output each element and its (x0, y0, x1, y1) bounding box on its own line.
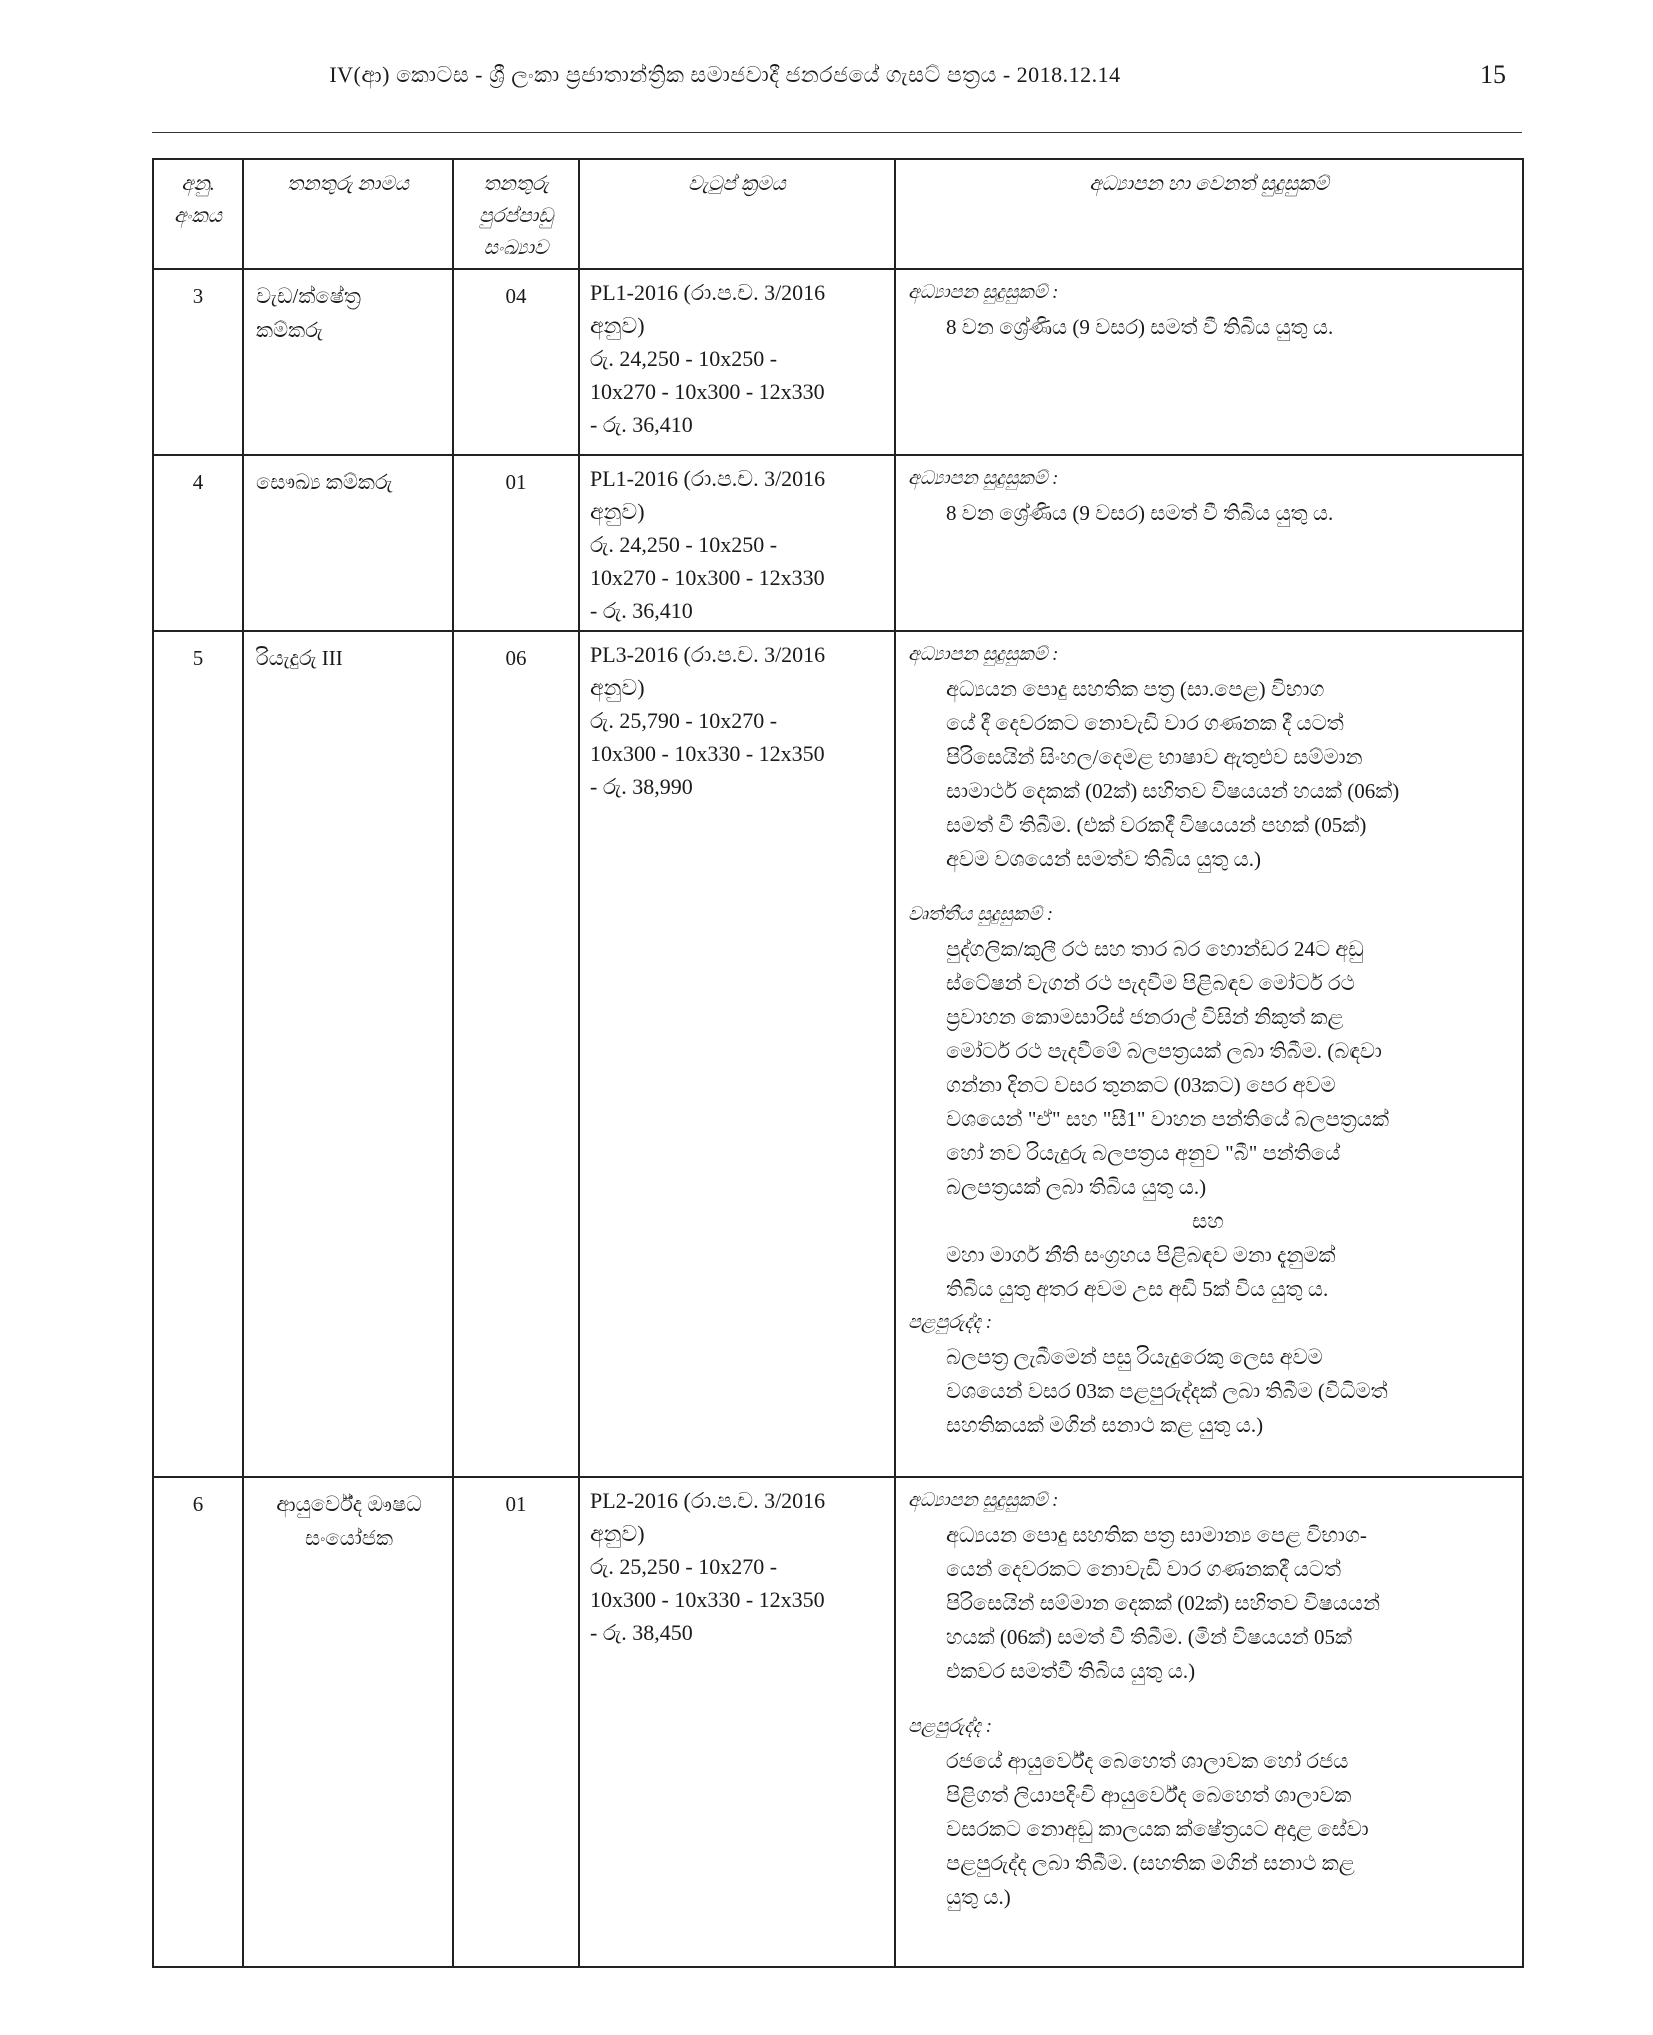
column-header-vacancies: තනතුරු පුරප්පාඩු සංඛ්‍යාව (453, 159, 579, 269)
section-spacer (908, 876, 1508, 898)
salary-scale-line: අනුව) (590, 499, 645, 524)
qualification-heading: අධ්‍යාපන සුදුසුකම් : (908, 468, 1059, 489)
qualification-heading: අධ්‍යාපන සුදුසුකම් : (908, 1490, 1059, 1511)
qualification-line: පුද්ගලික/කුලී රථ සහ තාර බර හොන්ඩර 24ට අඩු (946, 937, 1364, 961)
qualification-line: හෝ නව රියැදුරු බලපත්‍රය අනුව "බී" පන්තියේ (946, 1141, 1341, 1165)
qualification-heading: වෘත්තීය සුදුසුකම් : (908, 904, 1054, 925)
qualification-line: සමත් වී තිබීම. (එක් වරකදී විෂයයන් පහක් (05ක්) (946, 813, 1367, 837)
post-name (243, 269, 453, 455)
post-name (243, 631, 453, 1477)
vacancy-count: 04 (453, 269, 579, 455)
salary-scale-line: අනුව) (590, 1521, 645, 1546)
qualification-line: වශයෙන් වසර 03ක පළපුරුද්දක් ලබා තිබීම (විධිමත් (946, 1379, 1388, 1403)
salary-scale-line: අනුව) (590, 313, 645, 338)
conjunction-text: සහ (1192, 1209, 1224, 1233)
qualification-line: බලපත්‍රයක් ලබා තිබිය යුතු ය.) (946, 1175, 1207, 1199)
salary-scale-line: - රු. 36,410 (590, 598, 693, 623)
salary-scale-line: 10x300 - 10x330 - 12x350 (590, 1587, 825, 1612)
salary-scale (579, 269, 895, 455)
qualifications (895, 455, 1523, 631)
salary-scale (579, 631, 895, 1477)
table-row (153, 631, 1523, 1477)
qualification-line: ස්ටේෂන් වැගන් රථ පැදවීම පිළිබඳව මෝටර් රථ (946, 971, 1355, 995)
salary-scale (579, 455, 895, 631)
qualification-line: තිබිය යුතු අතර අවම උස අඩි 5ක් විය යුතු ය. (946, 1277, 1329, 1301)
salary-scale-line: රු. 25,790 - 10x270 - (590, 708, 778, 733)
post-name-line: කම්කරු (256, 317, 323, 342)
salary-scale-line: අනුව) (590, 675, 645, 700)
qualification-heading: පළපුරුද්ද : (908, 1312, 993, 1333)
table-row (153, 455, 1523, 631)
qualification-heading: පළපුරුද්ද : (908, 1716, 993, 1737)
qualification-line: පළපුරුද්ද ලබා තිබීම. (සහතික මගින් සනාථ කළ (946, 1851, 1355, 1875)
salary-scale-line: PL1-2016 (රා.ප.ච. 3/2016 (590, 466, 826, 491)
qualifications (895, 631, 1523, 1477)
qualification-line: 8 වන ශ්‍රේණිය (9 වසර) සමත් වී තිබිය යුතු ය. (946, 315, 1334, 339)
salary-scale-line: - රු. 38,990 (590, 774, 693, 799)
vacancy-count: 01 (453, 1477, 579, 1967)
salary-scale-line: 10x270 - 10x300 - 12x330 (590, 565, 825, 590)
header-title: IV(ආ) කොටස - ශ්‍රී ලංකා ප්‍රජාතාන්ත්‍රික සමාජවාදී ජනරජයේ ගැසට් පත්‍රය - 2018.12.14 (329, 62, 1121, 87)
qualification-line: ගන්නා දිනට වසර තුනකට (03කට) පෙර අවම (946, 1073, 1336, 1097)
qualification-line: ප්‍රවාහන කොමසාරිස් ජනරාල් විසින් නිකුත් කළ (946, 1005, 1344, 1029)
salary-scale-line: - රු. 38,450 (590, 1620, 693, 1645)
vacancy-count: 01 (453, 455, 579, 631)
row-number: 6 (153, 1477, 243, 1967)
salary-scale-line: 10x270 - 10x300 - 12x330 (590, 379, 825, 404)
salary-scale-line: PL2-2016 (රා.ප.ච. 3/2016 (590, 1488, 826, 1513)
post-name-line: සංයෝජක (304, 1525, 393, 1550)
qualification-line: අධ්‍යයන පොදු සහතික පත්‍ර සාමාන්‍ය පෙළ විභාග- (946, 1523, 1367, 1547)
post-name-line: සෞඛ්‍ය කම්කරු (256, 470, 393, 494)
table-row (153, 1477, 1523, 1967)
qualification-line: යෙන් දෙවරකට නොවැඩි වාර ගණනකදී යටත් (946, 1557, 1342, 1581)
qualification-line: යුතු ය.) (946, 1885, 1011, 1909)
salary-scale-line: - රු. 36,410 (590, 412, 693, 437)
column-header-qualifications: අධ්‍යාපන හා වෙනත් සුදුසුකම් (895, 159, 1523, 269)
post-name (243, 1477, 453, 1967)
salary-scale-line: රු. 25,250 - 10x270 - (590, 1554, 778, 1579)
qualification-line: වශයෙන් "ඒ" සහ "සී1" වාහන පන්තියේ බලපත්‍රයක් (946, 1107, 1390, 1131)
post-name-line: ආයුර්වේද ඖෂධ (276, 1492, 422, 1516)
column-header-post-name: තනතුරු නාමය (243, 159, 453, 269)
qualification-line: 8 වන ශ්‍රේණිය (9 වසර) සමත් වී තිබිය යුතු ය. (946, 501, 1334, 525)
table-header-row (153, 159, 1523, 269)
section-spacer (908, 1688, 1508, 1710)
column-header-number: අනු. අංකය (153, 159, 243, 269)
qualification-line: සහතිකයක් මගින් සනාථ කළ යුතු ය.) (946, 1413, 1264, 1437)
qualification-line: මෝටර් රථ පැදවීමේ බලපත්‍රයක් ලබා තිබීම. (බඳවා (946, 1039, 1382, 1063)
qualification-heading: අධ්‍යාපන සුදුසුකම් : (908, 644, 1059, 665)
salary-scale-line: රු. 24,250 - 10x250 - (590, 532, 778, 557)
qualification-line: යේ දී දෙවරකට නොවැඩි වාර ගණනක දී යටත් (946, 711, 1344, 735)
vacancy-table (152, 158, 1524, 1968)
qualification-line: මහා මාර්ග නීති සංග්‍රහය පිළිබඳව මනා දැනුමක් (946, 1243, 1336, 1267)
column-header-salary-scale: වැටුප් ක්‍රමය (579, 159, 895, 269)
post-name-line: වැඩ/ක්ෂේත්‍ර (256, 284, 361, 308)
post-name (243, 455, 453, 631)
qualification-line: වසරකට නොඅඩු කාලයක ක්ෂේත්‍රයට අදාළ සේවා (946, 1817, 1369, 1841)
post-name-line: රියැදුරු III (256, 646, 343, 670)
header-rule (152, 132, 1522, 133)
qualification-line: පිළිගත් ලියාපදිංචි ආයුර්වේද බෙහෙත් ශාලාවක (946, 1783, 1352, 1807)
salary-scale-line: PL1-2016 (රා.ප.ච. 3/2016 (590, 280, 826, 305)
salary-scale-line: 10x300 - 10x330 - 12x350 (590, 741, 825, 766)
qualification-line: හයක් (06ක්) සමත් වී තිබීම. (මින් විෂයයන් 05ක් (946, 1625, 1352, 1649)
salary-scale-line: රු. 24,250 - 10x250 - (590, 346, 778, 371)
qualification-line: එකවර සමත්වී තිබිය යුතු ය.) (946, 1659, 1196, 1683)
salary-scale (579, 1477, 895, 1967)
qualification-line: බලපත්‍ර ලැබීමෙන් පසු රියැදුරෙකු ලෙස අවම (946, 1345, 1323, 1369)
salary-scale-line: PL3-2016 (රා.ප.ච. 3/2016 (590, 642, 826, 667)
qualification-line: අධ්‍යයන පොදු සහතික පත්‍ර (සා.පෙළ) විභාග (946, 677, 1325, 701)
page-number: 15 (1480, 60, 1506, 89)
table-row (153, 269, 1523, 455)
qualification-line: පිරිසෙයින් සිංහල/දෙමළ භාෂාව ඇතුළුව සම්මාන (946, 745, 1363, 769)
row-number: 3 (153, 269, 243, 455)
qualifications (895, 269, 1523, 455)
vacancy-count: 06 (453, 631, 579, 1477)
qualification-line: රජයේ ආයුර්වේද බෙහෙත් ශාලාවක හෝ රජය (946, 1749, 1349, 1773)
row-number: 5 (153, 631, 243, 1477)
qualifications (895, 1477, 1523, 1967)
qualification-line: අවම වශයෙන් සමත්ව තිබිය යුතු ය.) (946, 847, 1261, 871)
qualification-line: පිරිසෙයින් සම්මාන දෙකක් (02ක්) සහිතව විෂයයන් (946, 1591, 1381, 1615)
row-number: 4 (153, 455, 243, 631)
qualification-heading: අධ්‍යාපන සුදුසුකම් : (908, 282, 1059, 303)
qualification-line: සාමාර්ථ දෙකක් (02ක්) සහිතව විෂයයන් හයක් (06ක්) (946, 779, 1400, 803)
